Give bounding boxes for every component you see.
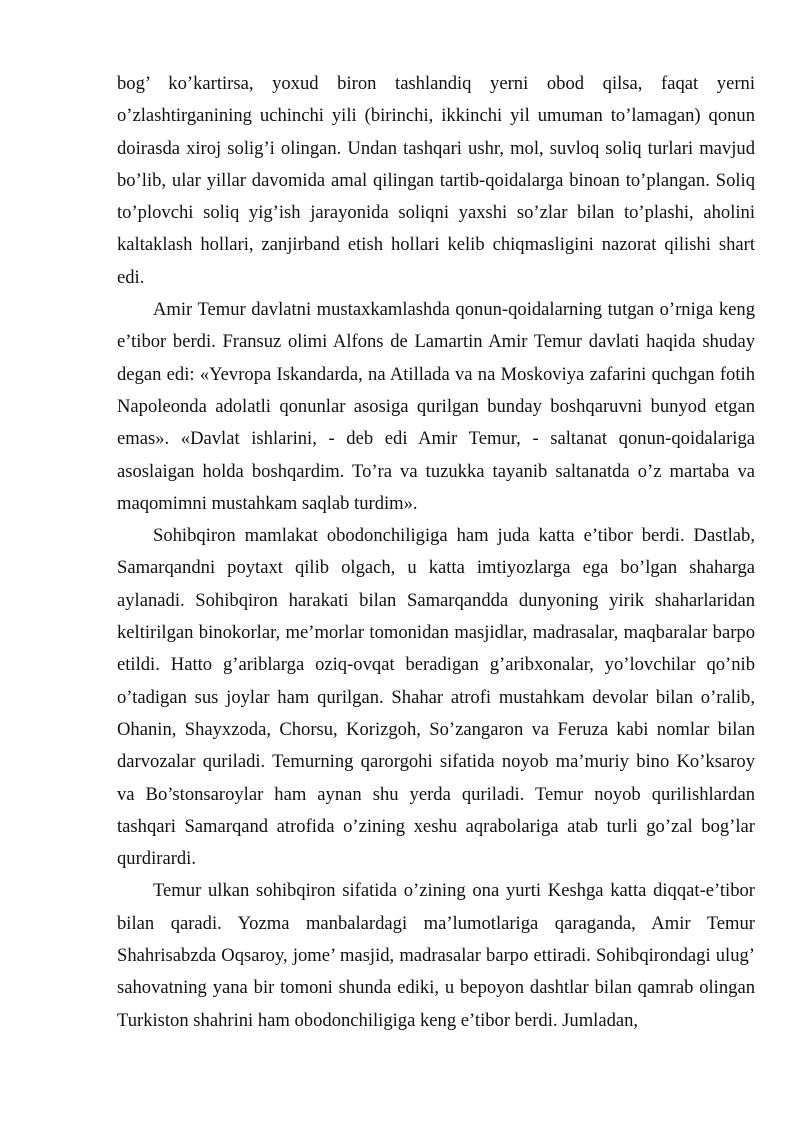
paragraph-kesh-and-turkistan: Temur ulkan sohibqiron sifatida o’zining ona yurti Keshga katta diqqat-e’tibor bilan qaradi. Yozma manbalardagi ma’lumotlariga qaraganda, Amir Temur Shahrisabzda Oqsaroy, jome’ masjid, madrasalar barpo ettiradi. Sohibqirondagi ulug’ sahovatning yana bir tomoni shunda ediki, u bepoyon dashtlar bilan qamrab olingan Turkiston shahrini ham obodonchiligiga keng e’tibor berdi. Jumladan,	[117, 880, 755, 1031]
paragraph-samarkand-construction: Sohibqiron mamlakat obodonchiligiga ham juda katta e’tibor berdi. Dastlab, Samarqandni poytaxt qilib olgach, u katta imtiyozlarga ega bo’lgan shaharga aylanadi. Sohibqiron harakati bilan Samarqandda dunyoning yirik shaharlaridan keltirilgan binokorlar, me’morlar tomonidan masjidlar, madrasalar, maqbaralar barpo etildi. Hatto g’ariblarga oziq-ovqat beradigan g’aribxonalar, yo’lovchilar qo’nib o’tadigan sus joylar ham qurilgan. Shahar atrofi mustahkam devolar bilan o’ralib, Ohanin, Shayxzoda, Chorsu, Korizgoh, So’zangaron va Feruza kabi nomlar bilan darvozalar quriladi. Temurning qarorgohi sifatida noyob ma’muriy bino Ko’ksaroy va Bo’stonsaroylar ham aynan shu yerda quriladi. Temur noyob qurilishlardan tashqari Samarqand atrofida o’zining xeshu aqrabolariga atab turli go’zal bog’lar qurdirardi.	[117, 525, 755, 870]
paragraph-laws-and-order: Amir Temur davlatni mustaxkamlashda qonun-qoidalarning tutgan o’rniga keng e’tibor berdi. Fransuz olimi Alfons de Lamartin Amir Temur davlati haqida shuday degan edi: «Yevropa Iskandarda, na Atillada va na Moskoviya zafarini quchgan fotih Napoleonda adolatli qonunlar asosiga qurilgan bunday boshqaruvni bunyod etgan emas». «Davlat ishlarini, - deb edi Amir Temur, - saltanat qonun-qoidalariga asoslaigan holda boshqardim. To’ra va tuzukka tayanib saltanatda o’z martaba va maqomimni mustahkam saqlab turdim».	[117, 299, 755, 514]
document-page	[117, 68, 755, 1037]
paragraph-tax-collection: bog’ ko’kartirsa, yoxud biron tashlandiq yerni obod qilsa, faqat yerni o’zlashtirganining uchinchi yili (birinchi, ikkinchi yil umuman to’lamagan) qonun doirasda xiroj solig’i olingan. Undan tashqari ushr, mol, suvloq soliq turlari mavjud bo’lib, ular yillar davomida amal qilingan tartib-qoidalarga binoan to’plangan. Soliq to’plovchi soliq yig’ish jarayonida soliqni yaxshi so’zlar bilan to’plashi, aholini kaltaklash hollari, zanjirband etish hollari kelib chiqmasligini nazorat qilishi shart edi.	[117, 73, 755, 288]
